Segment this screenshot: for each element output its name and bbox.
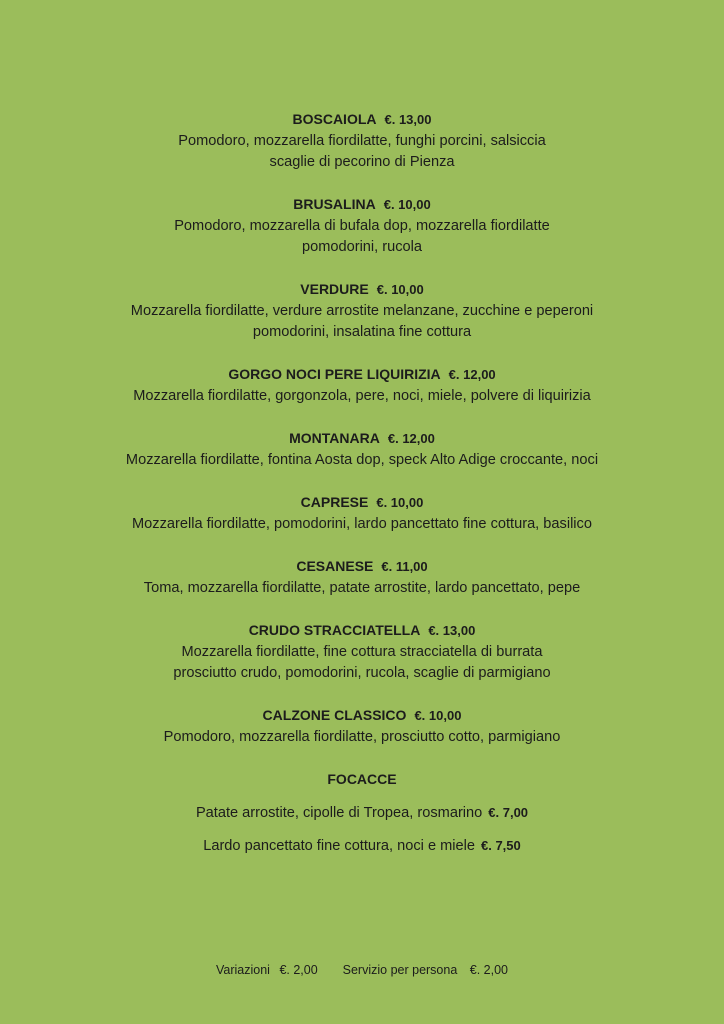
menu-item-price: €. 13,00 (428, 623, 476, 638)
menu-item-price: €. 13,00 (384, 112, 432, 127)
menu-item-header (0, 194, 724, 216)
menu-item-price: €. 10,00 (414, 708, 462, 723)
menu-item-name: CAPRESE (300, 494, 369, 510)
menu-item-header (0, 492, 724, 514)
menu-item-description: pomodorini, rucola (301, 239, 423, 255)
menu-item-header (0, 556, 724, 578)
focaccia-item (0, 835, 724, 857)
menu-item-price: €. 12,00 (387, 431, 435, 446)
focaccia-item (0, 802, 724, 824)
menu-item-description: prosciutto crudo, pomodorini, rucola, scaglie di parmigiano (173, 665, 551, 681)
menu-item-description: Mozzarella fiordilatte, verdure arrostite melanzane, zucchine e peperoni (130, 303, 594, 319)
menu-item-price: €. 10,00 (383, 197, 431, 212)
focaccia-description: Lardo pancettato fine cottura, noci e miele (203, 838, 475, 854)
variazioni-price: €. 2,00 (279, 963, 318, 977)
focacce-heading: FOCACCE (327, 771, 397, 787)
menu-item-description: Mozzarella fiordilatte, fine cottura stracciatella di burrata (181, 644, 543, 660)
menu-item (0, 492, 724, 535)
menu-item-name: CALZONE CLASSICO (262, 707, 407, 723)
menu-item (0, 109, 724, 173)
menu-item-name: BOSCAIOLA (292, 111, 377, 127)
variazioni-label: Variazioni (215, 963, 270, 977)
menu-item-price: €. 10,00 (376, 282, 424, 297)
menu-item-description: Toma, mozzarella fiordilatte, patate arrostite, lardo pancettato, pepe (143, 580, 581, 596)
menu-item-name: BRUSALINA (293, 196, 376, 212)
menu-item-name: VERDURE (300, 281, 369, 297)
menu-item-header (0, 279, 724, 301)
focaccia-description: Patate arrostite, cipolle di Tropea, rosmarino (195, 805, 483, 821)
menu-item-name: CRUDO STRACCIATELLA (248, 622, 421, 638)
focaccia-price: €. 7,50 (481, 838, 521, 853)
focacce-list (0, 802, 724, 857)
focaccia-price: €. 7,00 (488, 805, 529, 820)
menu-item-description: Pomodoro, mozzarella fiordilatte, prosciutto cotto, parmigiano (163, 729, 561, 745)
menu-item-description: pomodorini, insalatina fine cottura (252, 324, 472, 340)
footer (0, 960, 724, 980)
menu-item-header (0, 364, 724, 386)
menu-item-price: €. 12,00 (448, 367, 496, 382)
menu-item-price: €. 11,00 (381, 559, 428, 574)
servizio-label: Servizio per persona (342, 963, 458, 977)
menu-item-description: Pomodoro, mozzarella di bufala dop, mozzarella fiordilatte (174, 218, 550, 234)
menu-item (0, 279, 724, 343)
menu-item-header (0, 109, 724, 131)
menu-item-description: Mozzarella fiordilatte, pomodorini, lardo pancettato fine cottura, basilico (132, 516, 592, 532)
menu-item-description: Mozzarella fiordilatte, fontina Aosta dop, speck Alto Adige croccante, noci (125, 452, 599, 468)
menu-item-header (0, 428, 724, 450)
pizza-list (0, 109, 724, 748)
menu-item-name: GORGO NOCI PERE LIQUIRIZIA (228, 366, 441, 382)
menu-item-description: scaglie di pecorino di Pienza (269, 154, 455, 170)
menu-item (0, 556, 724, 599)
menu-item (0, 428, 724, 471)
menu-item-description: Pomodoro, mozzarella fiordilatte, funghi porcini, salsiccia (178, 133, 546, 149)
menu-item-name: MONTANARA (289, 430, 380, 446)
menu-item (0, 620, 724, 684)
servizio-price: €. 2,00 (469, 963, 509, 977)
menu-item (0, 194, 724, 258)
menu-item-description: Mozzarella fiordilatte, gorgonzola, pere, noci, miele, polvere di liquirizia (133, 388, 591, 404)
menu (0, 109, 724, 868)
menu-item (0, 364, 724, 407)
menu-item-header (0, 620, 724, 642)
menu-item (0, 705, 724, 748)
menu-item-name: CESANESE (296, 558, 374, 574)
menu-item-price: €. 10,00 (376, 495, 424, 510)
menu-item-header (0, 705, 724, 727)
